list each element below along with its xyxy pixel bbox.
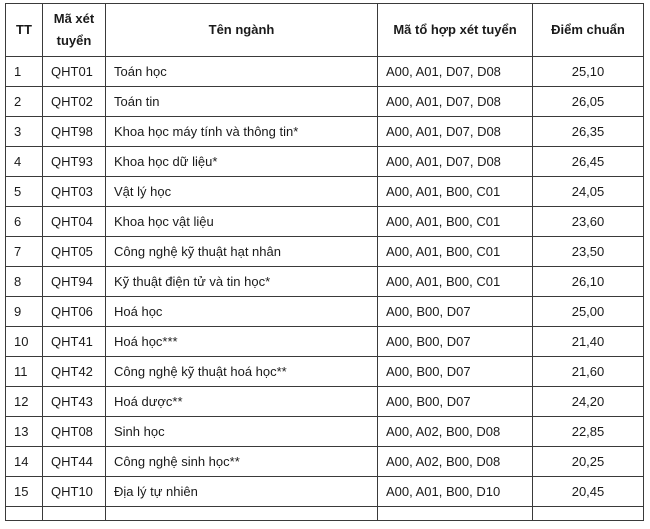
table-row: [6, 237, 644, 267]
cell-diem-chuan: 26,45: [533, 147, 644, 177]
table-row: [6, 417, 644, 447]
cell-ma-xet-tuyen: QHT04: [43, 207, 106, 237]
cell-ten-nganh: Hoá dược**: [106, 387, 378, 417]
cell-tt: 6: [6, 207, 43, 237]
header-ma-to-hop: Mã tổ hợp xét tuyển: [378, 4, 533, 57]
cell-empty: [378, 507, 533, 521]
cell-ma-xet-tuyen: QHT03: [43, 177, 106, 207]
header-ten-nganh: Tên ngành: [106, 4, 378, 57]
cell-ten-nganh: Toán tin: [106, 87, 378, 117]
cell-ten-nganh: Khoa học dữ liệu*: [106, 147, 378, 177]
cell-ten-nganh: Hoá học***: [106, 327, 378, 357]
cell-ma-xet-tuyen: QHT05: [43, 237, 106, 267]
table-row: [6, 207, 644, 237]
cell-diem-chuan: 21,40: [533, 327, 644, 357]
cell-ma-to-hop: A00, B00, D07: [378, 297, 533, 327]
cell-ma-xet-tuyen: QHT02: [43, 87, 106, 117]
cell-ten-nganh: Hoá học: [106, 297, 378, 327]
admission-score-table: [5, 3, 644, 521]
cell-diem-chuan: 21,60: [533, 357, 644, 387]
cell-empty: [533, 507, 644, 521]
table-row: [6, 387, 644, 417]
cell-ma-xet-tuyen: QHT41: [43, 327, 106, 357]
cell-diem-chuan: 22,85: [533, 417, 644, 447]
header-ma-xet-tuyen: Mã xét tuyển: [43, 4, 106, 57]
header-tt: TT: [6, 4, 43, 57]
table-row: [6, 357, 644, 387]
cell-diem-chuan: 24,20: [533, 387, 644, 417]
table-row: [6, 147, 644, 177]
cell-tt: 8: [6, 267, 43, 297]
cell-diem-chuan: 26,35: [533, 117, 644, 147]
cell-ma-to-hop: A00, B00, D07: [378, 387, 533, 417]
cell-ten-nganh: Toán học: [106, 57, 378, 87]
cell-tt: 5: [6, 177, 43, 207]
cell-ma-to-hop: A00, B00, D07: [378, 327, 533, 357]
table-row-cut-off: [6, 507, 644, 521]
table-body: [6, 57, 644, 521]
cell-diem-chuan: 26,10: [533, 267, 644, 297]
cell-tt: 13: [6, 417, 43, 447]
cell-tt: 15: [6, 477, 43, 507]
cell-diem-chuan: 26,05: [533, 87, 644, 117]
table-row: [6, 177, 644, 207]
cell-ma-to-hop: A00, A02, B00, D08: [378, 417, 533, 447]
cell-tt: 14: [6, 447, 43, 477]
cell-ma-to-hop: A00, A01, B00, C01: [378, 267, 533, 297]
cell-tt: 11: [6, 357, 43, 387]
cell-ma-to-hop: A00, A01, D07, D08: [378, 57, 533, 87]
table-row: [6, 297, 644, 327]
cell-ten-nganh: Khoa học máy tính và thông tin*: [106, 117, 378, 147]
cell-empty: [106, 507, 378, 521]
cell-ma-xet-tuyen: QHT06: [43, 297, 106, 327]
cell-tt: 7: [6, 237, 43, 267]
cell-ma-xet-tuyen: QHT98: [43, 117, 106, 147]
table-row: [6, 447, 644, 477]
cell-ten-nganh: Công nghệ sinh học**: [106, 447, 378, 477]
table-row: [6, 117, 644, 147]
cell-tt: 3: [6, 117, 43, 147]
table-row: [6, 477, 644, 507]
cell-diem-chuan: 23,60: [533, 207, 644, 237]
table-header-row: [6, 4, 644, 57]
cell-ma-to-hop: A00, B00, D07: [378, 357, 533, 387]
cell-ma-to-hop: A00, A01, B00, D10: [378, 477, 533, 507]
cell-ten-nganh: Kỹ thuật điện tử và tin học*: [106, 267, 378, 297]
cell-ma-to-hop: A00, A01, B00, C01: [378, 237, 533, 267]
cell-ma-to-hop: A00, A01, B00, C01: [378, 177, 533, 207]
cell-tt: 12: [6, 387, 43, 417]
cell-ma-xet-tuyen: QHT01: [43, 57, 106, 87]
cell-diem-chuan: 24,05: [533, 177, 644, 207]
cell-diem-chuan: 23,50: [533, 237, 644, 267]
table-row: [6, 87, 644, 117]
cell-ten-nganh: Công nghệ kỹ thuật hạt nhân: [106, 237, 378, 267]
cell-empty: [43, 507, 106, 521]
cell-ten-nganh: Công nghệ kỹ thuật hoá học**: [106, 357, 378, 387]
cell-ma-to-hop: A00, A01, D07, D08: [378, 147, 533, 177]
cell-tt: 1: [6, 57, 43, 87]
cell-ten-nganh: Khoa học vật liệu: [106, 207, 378, 237]
cell-ten-nganh: Sinh học: [106, 417, 378, 447]
cell-ten-nganh: Vật lý học: [106, 177, 378, 207]
cell-diem-chuan: 25,10: [533, 57, 644, 87]
cell-tt: 9: [6, 297, 43, 327]
cell-tt: 4: [6, 147, 43, 177]
cell-diem-chuan: 20,45: [533, 477, 644, 507]
cell-diem-chuan: 20,25: [533, 447, 644, 477]
table-row: [6, 267, 644, 297]
table-row: [6, 327, 644, 357]
cell-ten-nganh: Địa lý tự nhiên: [106, 477, 378, 507]
cell-ma-to-hop: A00, A02, B00, D08: [378, 447, 533, 477]
cell-diem-chuan: 25,00: [533, 297, 644, 327]
cell-ma-xet-tuyen: QHT44: [43, 447, 106, 477]
cell-ma-xet-tuyen: QHT08: [43, 417, 106, 447]
cell-ma-to-hop: A00, A01, B00, C01: [378, 207, 533, 237]
cell-ma-xet-tuyen: QHT10: [43, 477, 106, 507]
cell-ma-xet-tuyen: QHT94: [43, 267, 106, 297]
cell-ma-xet-tuyen: QHT42: [43, 357, 106, 387]
cell-ma-xet-tuyen: QHT93: [43, 147, 106, 177]
cell-ma-xet-tuyen: QHT43: [43, 387, 106, 417]
cell-empty: [6, 507, 43, 521]
cell-ma-to-hop: A00, A01, D07, D08: [378, 87, 533, 117]
cell-tt: 10: [6, 327, 43, 357]
cell-ma-to-hop: A00, A01, D07, D08: [378, 117, 533, 147]
cell-tt: 2: [6, 87, 43, 117]
table-row: [6, 57, 644, 87]
header-diem-chuan: Điểm chuẩn: [533, 4, 644, 57]
